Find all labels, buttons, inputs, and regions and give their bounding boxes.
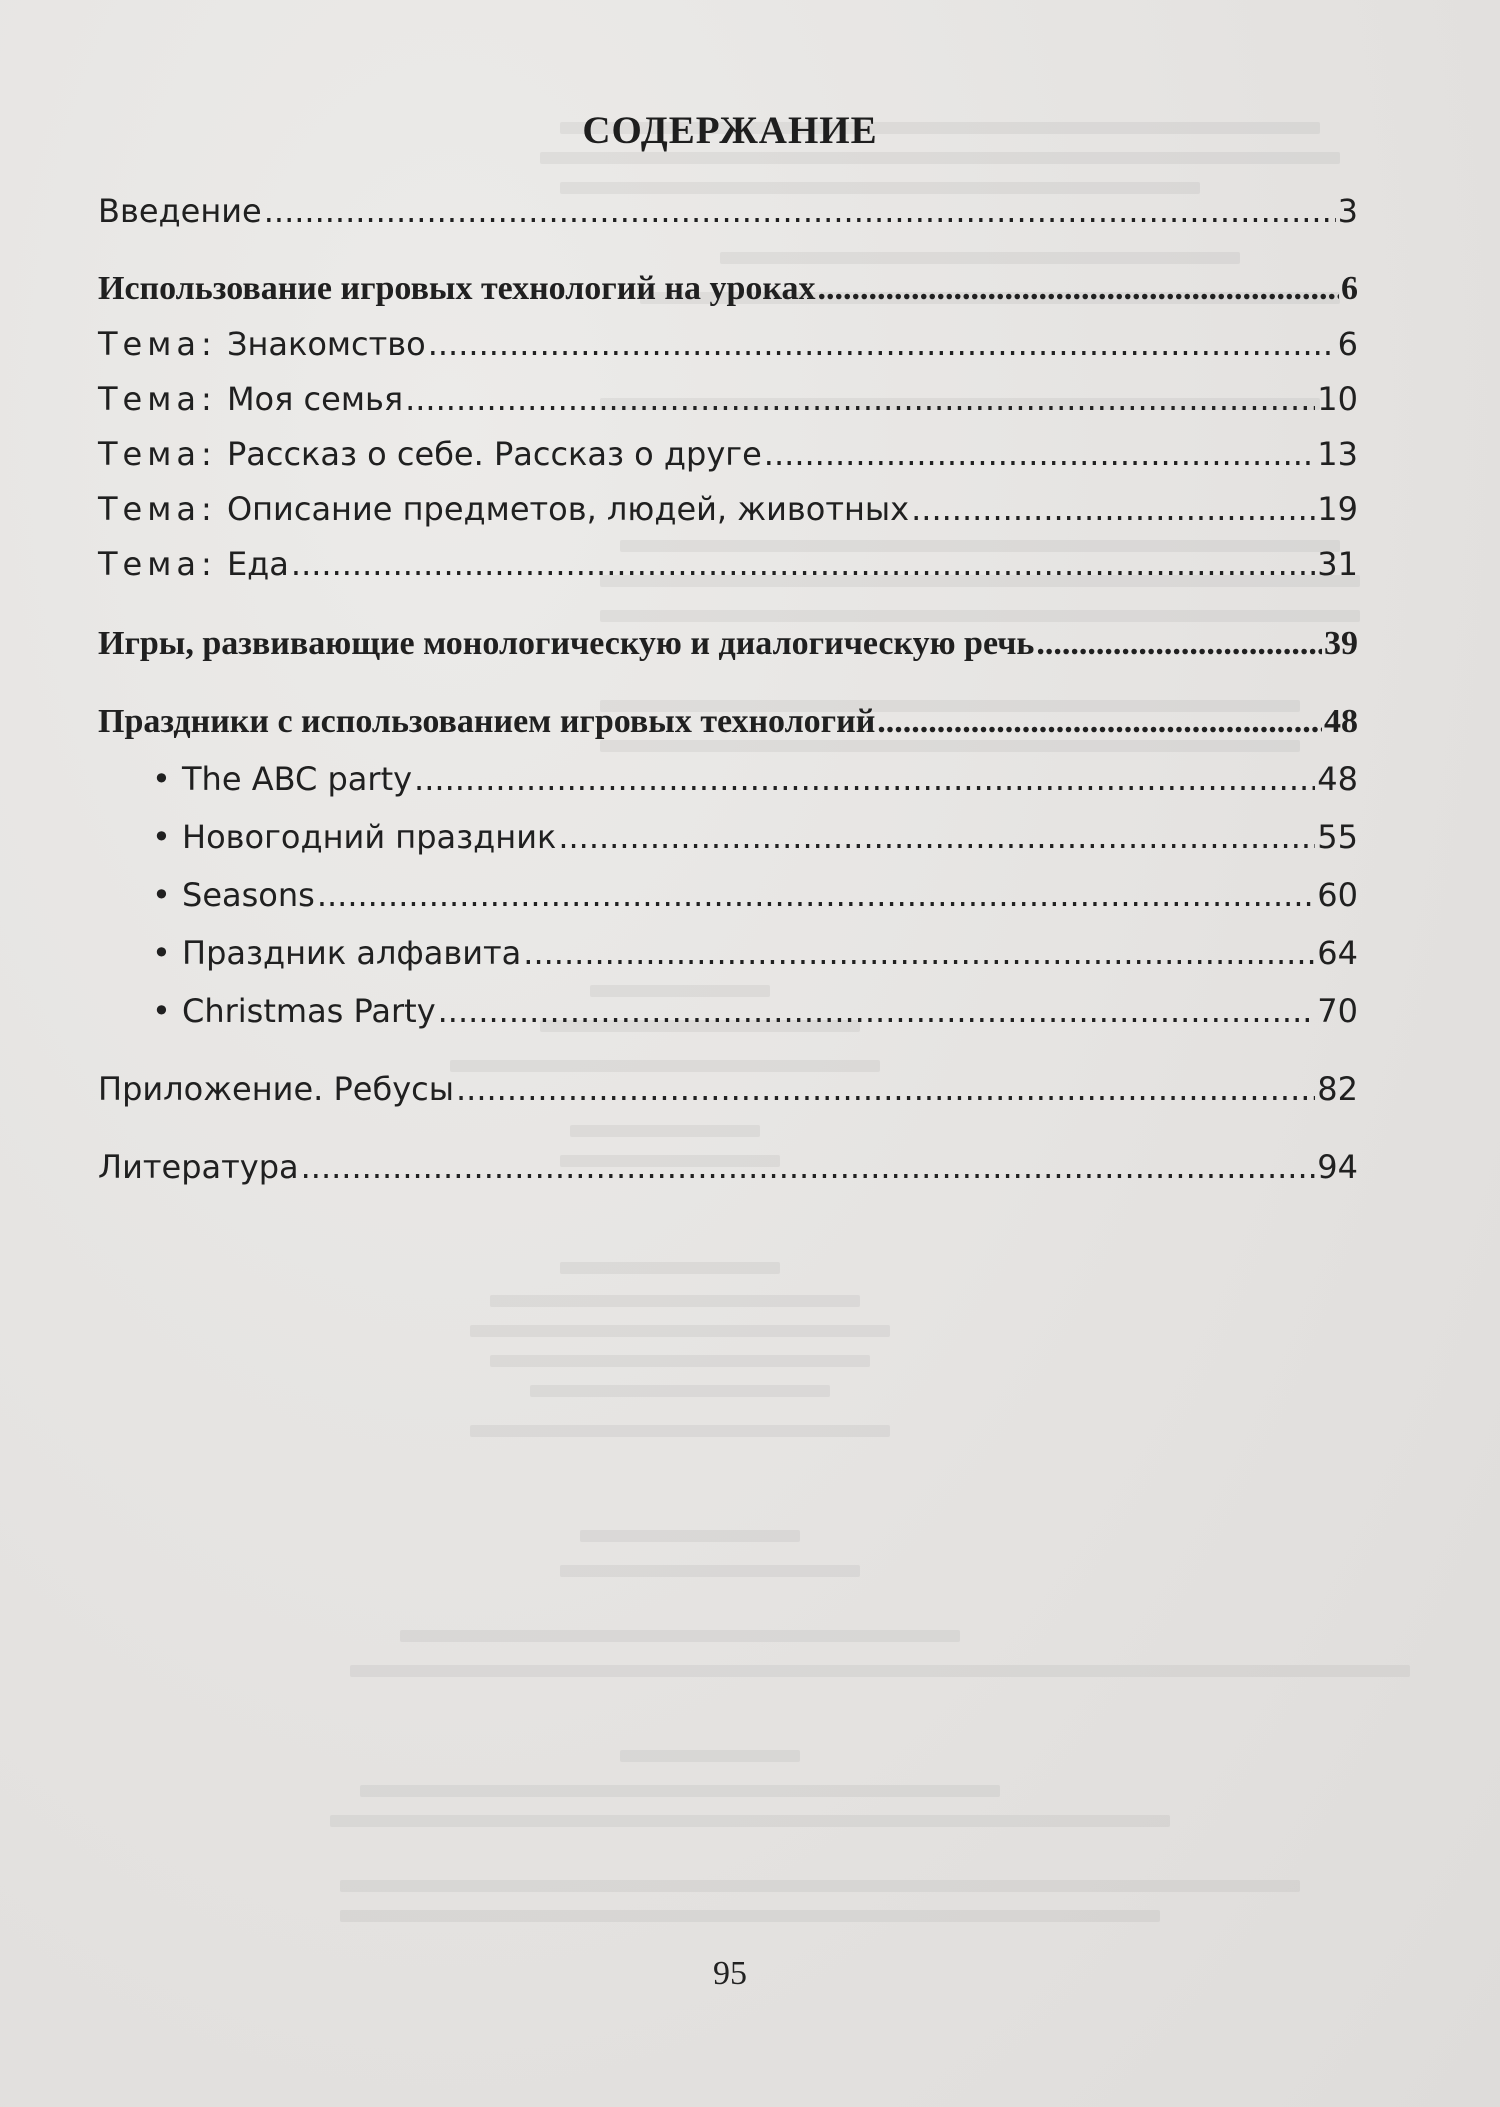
toc-entry-page: 31	[1317, 545, 1358, 583]
bullet-icon: •	[152, 992, 171, 1030]
toc-entry-topic-descriptions[interactable]	[98, 490, 1358, 528]
toc-entry-abc-party[interactable]	[152, 760, 1358, 798]
toc-entry-label: Использование игровых технологий на уроках	[98, 270, 816, 307]
toc-entry-page: 19	[1317, 490, 1358, 528]
toc-entry-label: The ABC party	[182, 760, 413, 798]
dot-leader	[301, 1148, 1316, 1186]
toc-entry-topic-about-self[interactable]	[98, 435, 1358, 473]
toc-entry-label: Новогодний праздник	[182, 818, 557, 856]
toc-entry-label: Рассказ о себе. Рассказ о друге	[226, 435, 762, 473]
dot-leader	[1036, 625, 1322, 663]
toc-entry-introduction[interactable]	[98, 192, 1358, 230]
toc-entry-page: 39	[1324, 625, 1358, 662]
topic-prefix: Тема:	[98, 435, 217, 473]
toc-entry-topic-food[interactable]	[98, 545, 1358, 583]
toc-entry-section-games-in-lessons[interactable]	[98, 270, 1358, 308]
toc-entry-page: 10	[1317, 380, 1358, 418]
dot-leader	[877, 703, 1322, 741]
page-number: 95	[713, 1955, 747, 1992]
dot-leader	[264, 192, 1336, 230]
toc-entry-literature[interactable]	[98, 1148, 1358, 1186]
dot-leader	[456, 1070, 1315, 1108]
toc-entry-page: 6	[1337, 325, 1358, 363]
toc-entry-label: Знакомство	[226, 325, 426, 363]
dot-leader	[317, 876, 1315, 914]
dot-leader	[428, 325, 1336, 363]
dot-leader	[911, 490, 1315, 528]
topic-prefix: Тема:	[98, 325, 217, 363]
dot-leader	[764, 435, 1315, 473]
toc-entry-page: 3	[1337, 192, 1358, 230]
toc-entry-topic-acquaintance[interactable]	[98, 325, 1358, 363]
toc-entry-appendix-rebuses[interactable]	[98, 1070, 1358, 1108]
toc-entry-seasons[interactable]	[152, 876, 1358, 914]
toc-entry-page: 55	[1317, 818, 1358, 856]
toc-entry-page: 48	[1324, 703, 1358, 740]
toc-entry-label: Еда	[226, 545, 289, 583]
toc-entry-label: Литература	[98, 1148, 299, 1186]
toc-entry-page: 82	[1317, 1070, 1358, 1108]
toc-entry-label: Приложение. Ребусы	[98, 1070, 454, 1108]
dot-leader	[438, 992, 1316, 1030]
dot-leader	[818, 270, 1339, 308]
toc-entry-page: 70	[1317, 992, 1358, 1030]
toc-entry-label: Праздники с использованием игровых технологий	[98, 703, 876, 740]
toc-entry-label: Seasons	[182, 876, 315, 914]
toc-entry-christmas-party[interactable]	[152, 992, 1358, 1030]
toc-entry-alphabet-holiday[interactable]	[152, 934, 1358, 972]
toc-entry-page: 64	[1317, 934, 1358, 972]
toc-entry-label: Праздник алфавита	[182, 934, 522, 972]
toc-entry-page: 6	[1341, 270, 1358, 307]
topic-prefix: Тема:	[98, 380, 217, 418]
toc-entry-section-speech-games[interactable]	[98, 625, 1358, 663]
dot-leader	[291, 545, 1315, 583]
toc-entry-label: Игры, развивающие монологическую и диалогическую речь	[98, 625, 1035, 662]
dot-leader	[405, 380, 1315, 418]
page-title: СОДЕРЖАНИЕ	[582, 109, 878, 152]
dot-leader	[414, 760, 1315, 798]
dot-leader	[558, 818, 1315, 856]
toc-entry-page: 48	[1317, 760, 1358, 798]
toc-entry-page: 94	[1317, 1148, 1358, 1186]
toc-entry-label: Введение	[98, 192, 262, 230]
topic-prefix: Тема:	[98, 545, 217, 583]
toc-entry-topic-my-family[interactable]	[98, 380, 1358, 418]
bullet-icon: •	[152, 818, 171, 856]
bullet-icon: •	[152, 934, 171, 972]
topic-prefix: Тема:	[98, 490, 217, 528]
toc-entry-label: Описание предметов, людей, животных	[226, 490, 910, 528]
toc-entry-label: Christmas Party	[182, 992, 436, 1030]
toc-entry-page: 13	[1317, 435, 1358, 473]
toc-entry-new-year[interactable]	[152, 818, 1358, 856]
dot-leader	[523, 934, 1315, 972]
bullet-icon: •	[152, 760, 171, 798]
bullet-icon: •	[152, 876, 171, 914]
toc-entry-page: 60	[1317, 876, 1358, 914]
toc-entry-section-holidays[interactable]	[98, 703, 1358, 741]
toc-entry-label: Моя семья	[226, 380, 404, 418]
